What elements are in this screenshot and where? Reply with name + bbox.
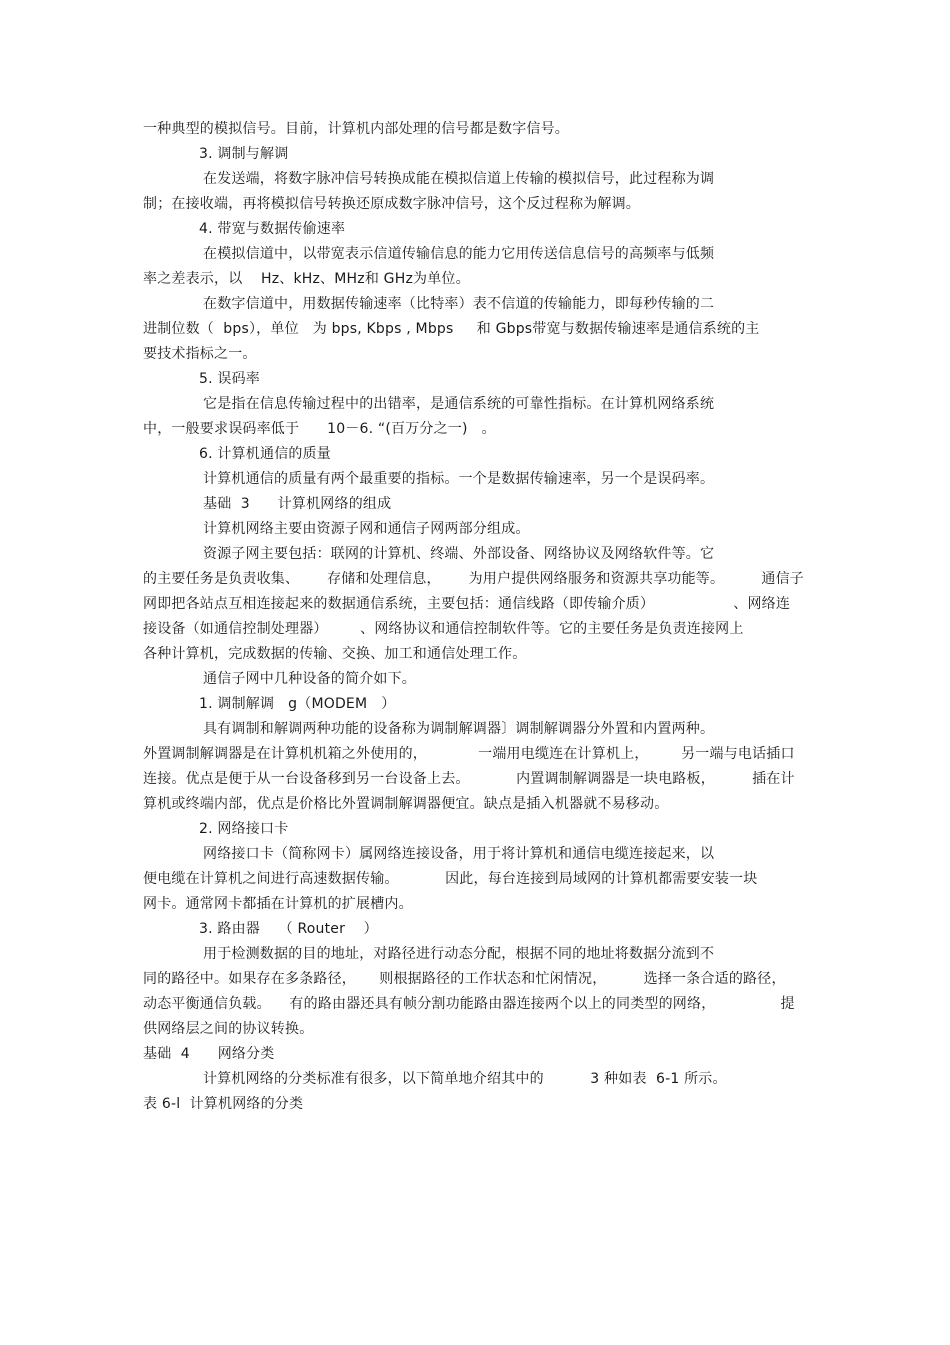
paragraph-line: 资源子网主要包括：联网的计算机、终端、外部设备、网络协议及网络软件等。它 (203, 546, 715, 562)
paragraph-line: 连接。优点是便于从一台设备移到另一台设备上去。 内置调制解调器是一块电路板， 插在计 (143, 771, 795, 787)
section-heading-modem: 1. 调制解调 g（MODEM ） (199, 696, 396, 712)
section-heading-router: 3. 路由器 （ Router ） (199, 921, 378, 937)
paragraph-line: 要技术指标之一。 (143, 346, 257, 362)
paragraph-line: 各种计算机，完成数据的传输、交换、加工和通信处理工作。 (143, 646, 527, 662)
paragraph-line: 率之差表示，以 Hz、kHz、MHz和 GHz为单位。 (143, 271, 470, 287)
paragraph-line: 的主要任务是负责收集、 存储和处理信息， 为用户提供网络服务和资源共享功能等。 通信子 (143, 571, 805, 587)
paragraph-line: 在发送端，将数字脉冲信号转换成能在模拟信道上传输的模拟信号，此过程称为调 (203, 171, 715, 187)
paragraph-line: 动态平衡通信负载。 有的路由器还具有帧分割功能路由器连接两个以上的同类型的网络， 提 (143, 996, 795, 1012)
section-heading-basics-4: 基础 4 网络分类 (143, 1046, 275, 1062)
paragraph-line: 制；在接收端，再将模拟信号转换还原成数字脉冲信号，这个反过程称为解调。 (143, 196, 640, 212)
section-heading-quality: 6. 计算机通信的质量 (199, 446, 332, 462)
paragraph-line: 接设备（如通信控制处理器） 、网络协议和通信控制软件等。它的主要任务是负责连接网上 (143, 621, 744, 637)
section-heading-bandwidth: 4. 带宽与数据传偷速率 (199, 221, 346, 237)
paragraph-line: 中，一般要求误码率低于 10－6. “(百万分之一) 。 (143, 421, 496, 437)
section-heading-modulation: 3. 调制与解调 (199, 146, 289, 162)
paragraph-line: 同的路径中。如果存在多条路径， 则根据路径的工作状态和忙闲情况， 选择一条合适的路径， (143, 971, 786, 987)
paragraph-line: 算机或终端内部，优点是价格比外置调制解调器便宜。缺点是插入机器就不易移动。 (143, 796, 669, 812)
paragraph-line: 在模拟信道中，以带宽表示信道传输信息的能力它用传送信息信号的高频率与低频 (203, 246, 715, 262)
paragraph-line: 网即把各站点互相连接起来的数据通信系统，主要包括：通信线路（即传输介质） 、网络连 (143, 596, 791, 612)
paragraph-line: 计算机网络主要由资源子网和通信子网两部分组成。 (203, 521, 530, 537)
paragraph-line: 便电缆在计算机之间进行高速数据传输。 因此，每台连接到局域网的计算机都需要安装一块 (143, 871, 758, 887)
paragraph-line: 网络接口卡（简称网卡）属网络连接设备，用于将计算机和通信电缆连接起来，以 (203, 846, 715, 862)
paragraph-line: 进制位数（ bps），单位 为 bps, Kbps , Mbps 和 Gbps带宽与数据传输速率是通信系统的主 (143, 321, 760, 337)
paragraph-line: 用于检测数据的目的地址，对路径进行动态分配，根据不同的地址将数据分流到不 (203, 946, 715, 962)
paragraph-line: 计算机通信的质量有两个最重要的指标。一个是数据传输速率，另一个是误码率。 (203, 471, 715, 487)
paragraph-line: 具有调制和解调两种功能的设备称为调制解调器〕调制解调器分外置和内置两种。 (203, 721, 715, 737)
section-heading-nic: 2. 网络接口卡 (199, 821, 289, 837)
paragraph-line: 它是指在信息传输过程中的出错率，是通信系统的可靠性指标。在计算机网络系统 (203, 396, 715, 412)
table-caption: 表 6-l 计算机网络的分类 (143, 1096, 304, 1112)
paragraph-line: 一种典型的模拟信号。目前，计算机内部处理的信号都是数字信号。 (143, 121, 569, 137)
paragraph-line: 通信子网中几种设备的简介如下。 (203, 671, 416, 687)
section-heading-error-rate: 5. 误码率 (199, 371, 261, 387)
paragraph-line: 在数字信道中，用数据传输速率（比特率）表不信道的传输能力，即每秒传输的二 (203, 296, 715, 312)
paragraph-line: 供网络层之间的协议转换。 (143, 1021, 314, 1037)
paragraph-line: 外置调制解调器是在计算机机箱之外使用的， 一端用电缆连在计算机上， 另一端与电话插口 (143, 746, 795, 762)
paragraph-line: 计算机网络的分类标准有很多，以下简单地介绍其中的 3 种如表 6-1 所示。 (203, 1071, 727, 1087)
paragraph-line: 网卡。通常网卡都插在计算机的扩展槽内。 (143, 896, 413, 912)
section-heading-basics-3: 基础 3 计算机网络的组成 (203, 496, 392, 512)
